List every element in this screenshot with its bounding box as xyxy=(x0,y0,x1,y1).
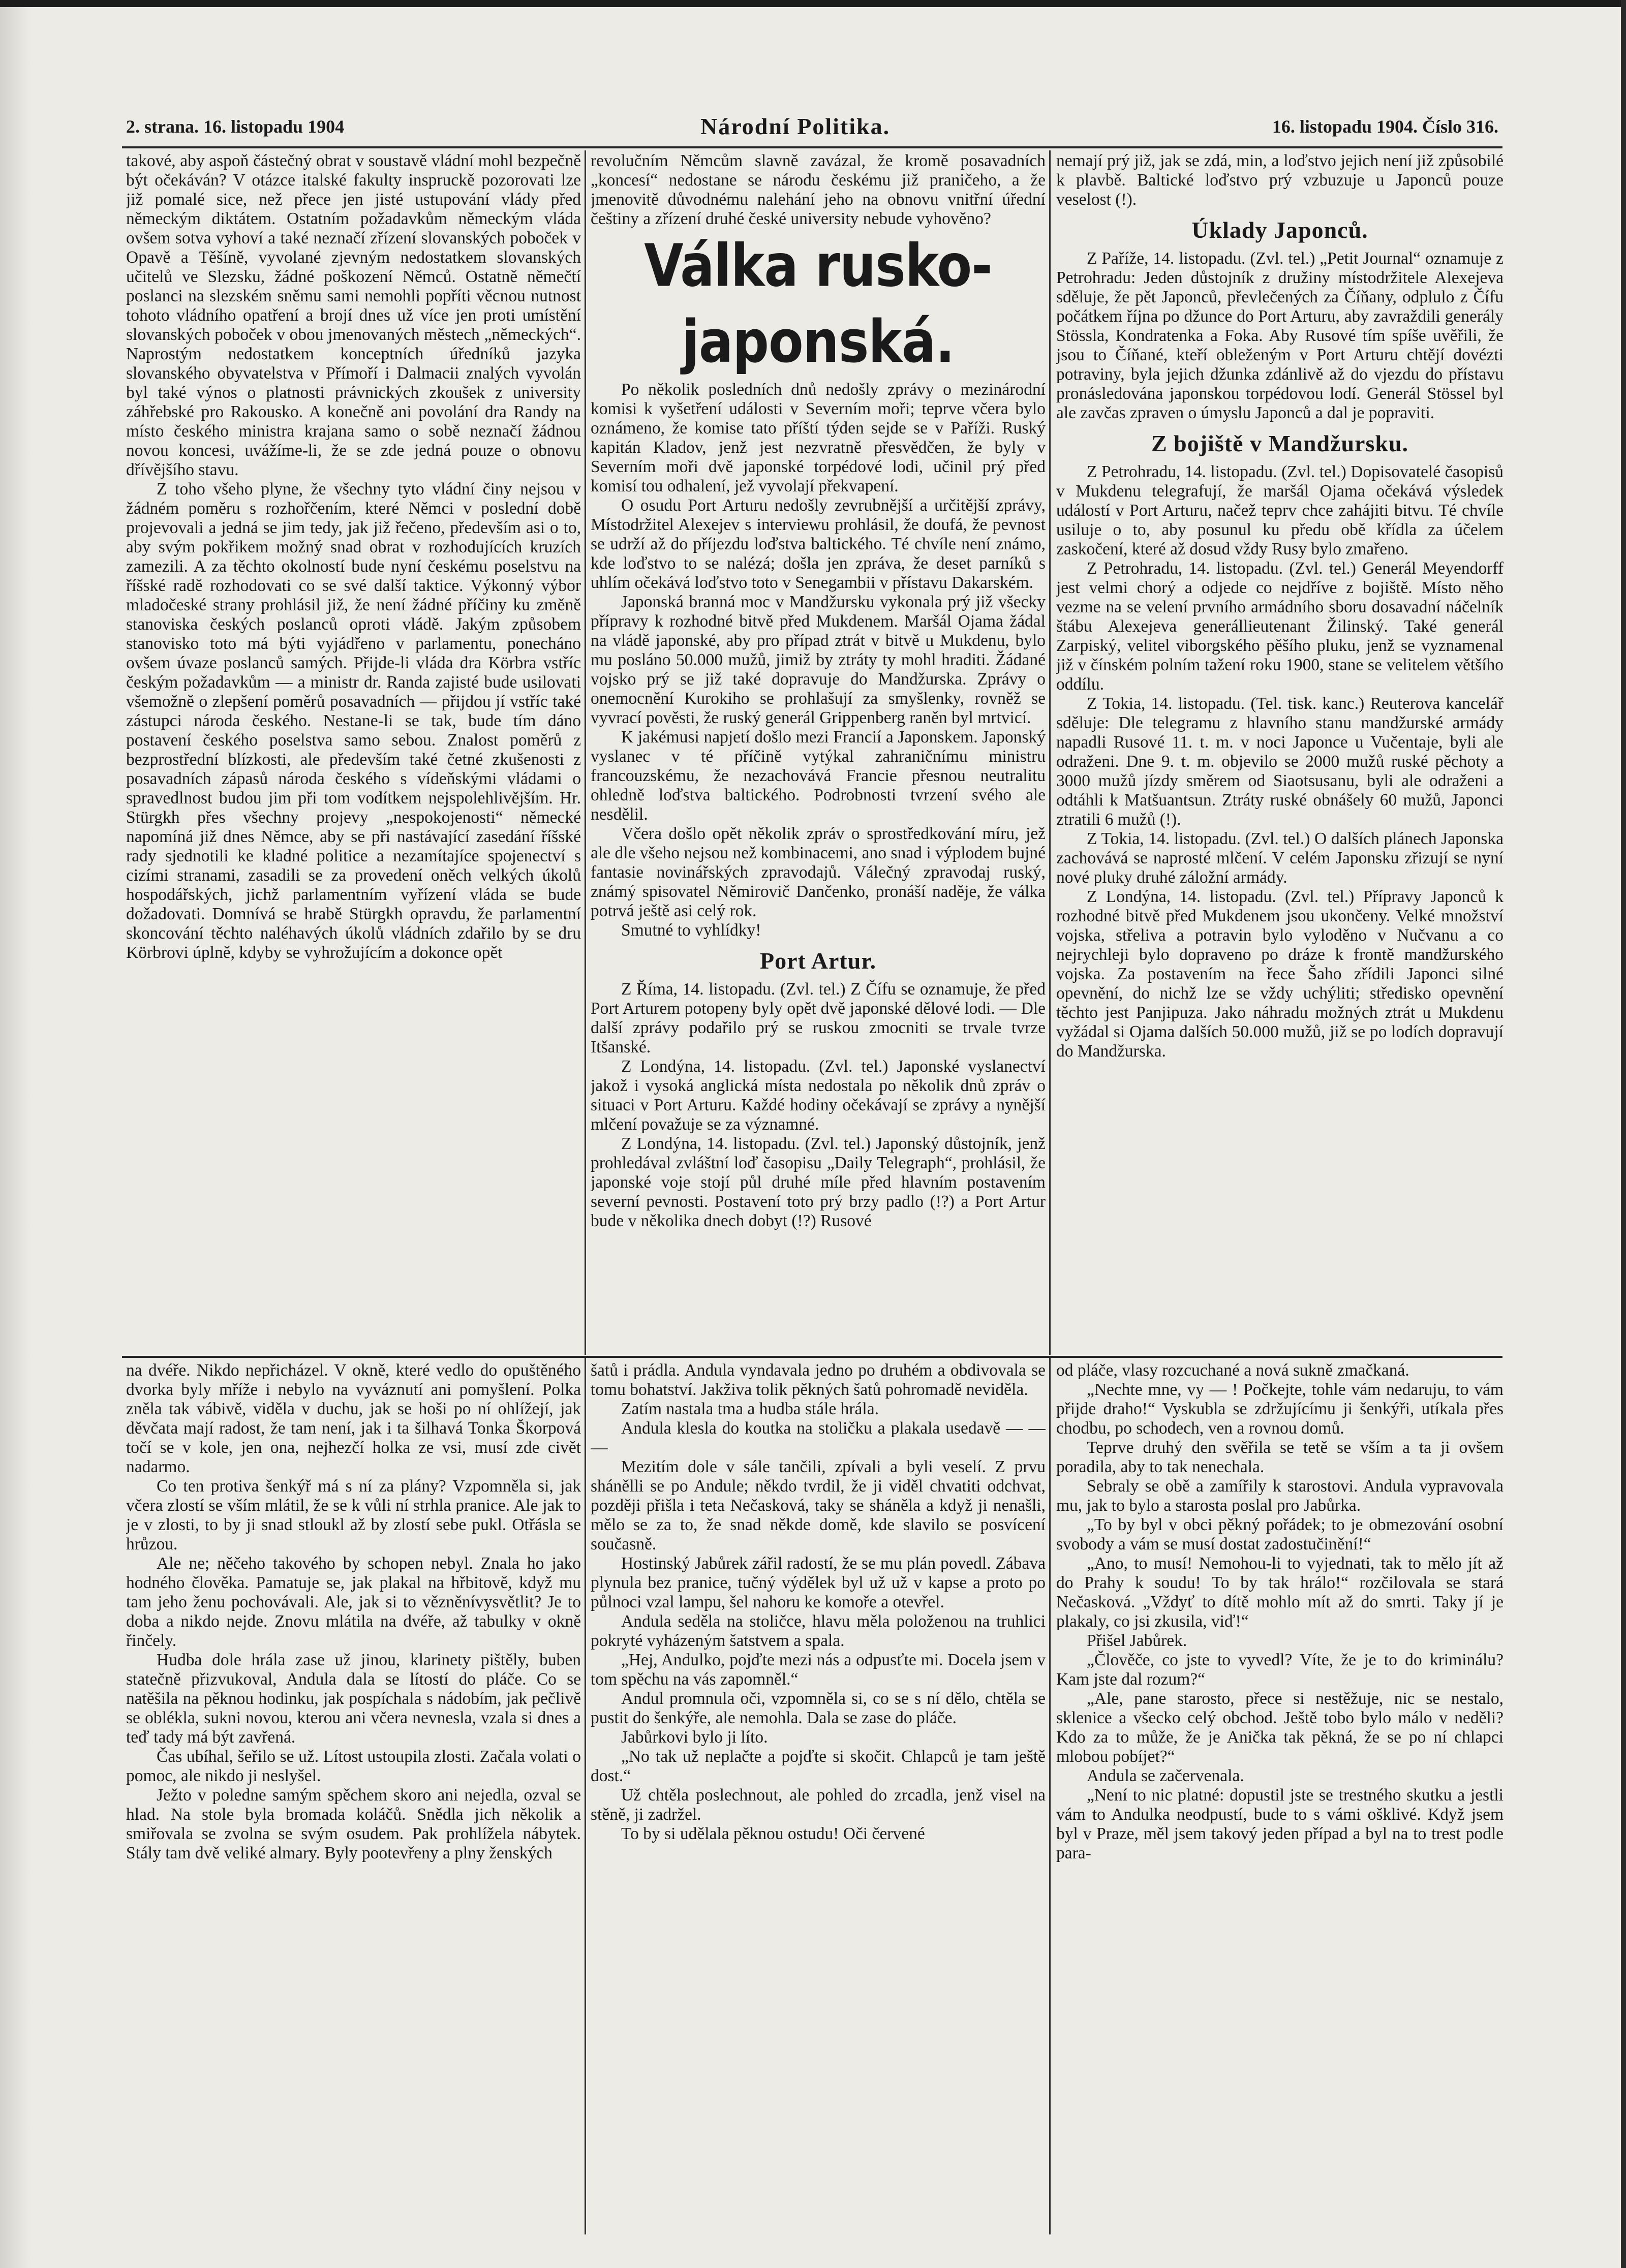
war-paragraph: Smutné to vyhlídky! xyxy=(621,921,761,940)
feuilleton-paragraph: „No tak už neplačte a pojďte si skočit. Chlapců je tam ještě dost.“ xyxy=(591,1747,1046,1785)
feuilleton-column-3 xyxy=(1056,1361,1504,2232)
feuilleton-paragraph: „Nechte mne, vy — ! Počkejte, tohle vám nedaruju, to vám přijde draho!“ Vyskubla se zdržujícímu ji šenkýři, utíkala přes chodbu, po schodech, ven a rovnou domů. xyxy=(1056,1380,1504,1438)
feuilleton-paragraph: „Není to nic platné: dopustil jste se trestného skutku a jestli vám to Andulka neodpustí, bude to s vámi ošklivé. Když jsem byl v Praze, měl jsem takový jeden případ a byl na to trest podle para- xyxy=(1056,1786,1504,1862)
feuilleton-paragraph: Čas ubíhal, šeřilo se už. Lítost ustoupila zlosti. Začala volati o pomoc, ale nikdo ji neslyšel. xyxy=(126,1747,581,1785)
port-artur-paragraph: Z Říma, 14. listopadu. (Zvl. tel.) Z Čífu se oznamuje, že před Port Arturem potopeny byly opět dvě japonské dělové lodi. — Dle další zprávy podařilo prý se ruskou zmocniti se trvale tvrze Itšanské. xyxy=(591,980,1046,1057)
war-section-title: Válka rusko-japonská. xyxy=(644,231,992,376)
feuilleton-paragraph: Co ten protiva šenkýř má s ní za plány? Vzpomněla si, jak včera zlostí se vším mlátil, že se k vůli ní strhla pranice. Ale jak to je v zlosti, to by ji snad stloukl až by zlostí sebe pukl. Otřásla se hrůzou. xyxy=(126,1477,581,1554)
page-header xyxy=(126,113,1498,143)
bojiste-paragraph: Z Londýna, 14. listopadu. (Zvl. tel.) Přípravy Japonců k rozhodné bitvě před Mukdenem jsou ukončeny. Velké množství vojska, střeliva a potravin bylo vyloděno v Nučvanu a co nejrychleji bylo dopraveno po dráze k frontě mandžurského vojska. Za postavením na řece Šaho zřídili Japonci silné opevnění, do nichž lze se vždy uchýliti; středisko opevnění těchto jest Panjipuza. Jako náhradu možných ztrát u Mukdenu vyžádal si Ojama dalších 50.000 mužů, již se po lodích dopravují do Mandžurska. xyxy=(1056,887,1504,1061)
feuilleton-paragraph: od pláče, vlasy rozcuchané a nová sukně zmačkaná. xyxy=(1056,1361,1409,1380)
port-artur-paragraph: Z Londýna, 14. listopadu. (Zvl. tel.) Japonské vyslanectví jakož i vysoká anglická místa nedostala po několik dnů zpráv o situaci v Port Arturu. Každé hodiny očekávají se zprávy a nynější mlčení považuje se za významné. xyxy=(591,1057,1046,1134)
column-3-war-news xyxy=(1056,151,1504,1351)
feuilleton-paragraph: Andula se začervenala. xyxy=(1087,1766,1244,1785)
article-paragraph: nemají prý již, jak se zdá, min, a loďstvo jejich není již způsobilé k plavbě. Baltické loďstvo prý vzbuzuje u Japonců pouze veselost (!). xyxy=(1056,151,1504,209)
masthead-title: Národní Politika. xyxy=(700,113,891,139)
feuilleton-rule xyxy=(122,1356,1502,1358)
column-rule xyxy=(585,150,586,1355)
feuilleton-paragraph: šatů i prádla. Andula vyndavala jedno po druhém a obdivovala se tomu bohatství. Jakživa tolik pěkných šatů pohromadě neviděla. xyxy=(591,1361,1046,1399)
feuilleton-paragraph: „Člověče, co jste to vyvedl? Víte, že je to do kriminálu? Kam jste dal rozum?“ xyxy=(1056,1651,1504,1689)
feuilleton-column-2 xyxy=(591,1361,1046,2232)
feuilleton-paragraph: Už chtěla poslechnout, ale pohled do zrcadla, jenž visel na stěně, ji zadržel. xyxy=(591,1786,1046,1824)
column-rule xyxy=(1049,150,1051,1355)
header-date-left: 2. strana. 16. listopadu 1904 xyxy=(126,116,345,137)
bojiste-paragraph: Z Petrohradu, 14. listopadu. (Zvl. tel.) Generál Meyendorff jest velmi chorý a odjede co nejdříve z bojiště. Místo něho vezme na se velení prvního armádního sboru dosavadní náčelník štábu Alexejeva generállieutenant Žilinský. Také generál Zarpiský, velitel viborgského pěšího pluku, jenž se vyznamenal již v čínském polním tažení roku 1900, stane se velitelem většího oddílu. xyxy=(1056,559,1504,694)
feuilleton-paragraph: „Ale, pane starosto, přece si nestěžuje, nic se nestalo, sklenice a všecko celý obchod. Ještě tobo bylo málo v neděli? Kdo za to může, že je Anička tak pěkná, že se po ní chlapci mlobou pobíjet?“ xyxy=(1056,1689,1504,1766)
war-paragraph: Včera došlo opět několik zpráv o sprostředkování míru, jež ale dle všeho nejsou než kombinacemi, ano snad i výplodem bujné fantasie novinářských zpravodajů. Válečný zpravodaj ruský, známý spisovatel Němirovič Dančenko, pronáší naděje, že válka potrvá ještě asi celý rok. xyxy=(591,824,1046,920)
war-paragraph: Po několik posledních dnů nedošly zprávy o mezinárodní komisi k vyšetření události v Severním moři; teprve včera bylo oznámeno, že komise tato příští týden sejde se v Paříži. Ruský kapitán Kladov, jenž jest nezvratně přesvědčen, že byly v Severním moři dvě japonské torpédové lodi, učinil prý před komisí tou odhalení, jež vyvolají překvapení. xyxy=(591,380,1046,495)
port-artur-heading: Port Artur. xyxy=(759,948,877,974)
bojiste-paragraph: Z Tokia, 14. listopadu. (Zvl. tel.) O dalších plánech Japonska zachovává se naprosté mlčení. V celém Japonsku zřizují se nyní nové pluky druhé záložní armády. xyxy=(1056,829,1504,887)
bojiste-heading: Z bojiště v Mandžursku. xyxy=(1151,430,1409,456)
feuilleton-paragraph: na dvéře. Nikdo nepřicházel. V okně, které vedlo do opuštěného dvorka byly mříže i nebylo na vyváznutí ani pomyšlení. Polka zněla tak vábivě, viděla v duchu, jak se hoši po ní ohlížejí, jak děvčata mají radost, že tam není, jak i ta šilhavá Tonka Škorpová točí se v kole, jen ona, nejhezčí holka ze vsi, musí zde civět nadarmo. xyxy=(126,1361,581,1476)
column-rule xyxy=(1049,1358,1051,2234)
scan-shadow xyxy=(0,0,30,2268)
port-artur-paragraph: Z Londýna, 14. listopadu. (Zvl. tel.) Japonský důstojník, jenž prohledával zvláštní loď časopisu „Daily Telegraph“, prohlásil, že japonské voje stojí půl druhé míle před hlavním postavením severní pevnosti. Postavení toto prý brzy padlo (!?) a Port Artur bude v několika dnech dobyt (!?) Rusové xyxy=(591,1134,1046,1230)
bojiste-paragraph: Z Tokia, 14. listopadu. (Tel. tisk. kanc.) Reuterova kancelář sděluje: Dle telegramu z hlavního stanu mandžurské armády napadli Rusové 11. t. m. v noci Japonce u Vučentaje, byli ale odraženi. Dne 9. t. m. objevilo se 2000 mužů ruské pěchoty a 3000 mužů jízdy směrem od Siaotsusanu, byli ale odraženi a odtáhli k Matšuantsun. Ztráty ruské obnášely 60 mužů, Japonci ztratili 6 mužů (!). xyxy=(1056,694,1504,829)
war-paragraph: O osudu Port Arturu nedošly zevrubnější a určitější zprávy, Místodržitel Alexejev s interviewu prohlásil, že doufá, že pevnost se udrží až do příjezdu loďstva baltického. Té chvíle není známo, kde loďstvo to se nalézá; došla jen zpráva, že deset parníků s uhlím očekává loďstvo toto v Senegambii v přístavu Dakarském. xyxy=(591,496,1046,592)
feuilleton-paragraph: Jabůrkovi bylo ji líto. xyxy=(621,1728,768,1747)
war-paragraph: Japonská branná moc v Mandžursku vykonala prý již všecky přípravy k rozhodné bitvě před Mukdenem. Maršál Ojama žádal na vládě japonské, aby pro případ ztrát v bitvě u Mukdenu, bylo mu posláno 50.000 mužů, jimiž by ztráty ty mohl hraditi. Žádané vojsko prý se již také dopravuje do Mandžurska. Zprávy o onemocnění Kurokiho se prohlašují za smyšlenky, rovněž se vyvrací pověsti, že ruský generál Grippenberg raněn byl mrtvicí. xyxy=(591,593,1046,727)
article-paragraph: Z toho všeho plyne, že všechny tyto vládní činy nejsou v žádném poměru s rozhořčením, které Němci v poslední době projevovali a jedná se jim tedy, jak již řečeno, především asi o to, aby svým pokřikem možný snad obrat v rozhodujících kruzích zamezili. A za těchto okolností bude nyní českému poselstvu na říšské radě rozhodovati co se své další taktice. Výkonný výbor mladočeské strany prohlásil již, že není žádné příčiny ku změně stanoviska českých poslanců oproti vládě. Jakým způsobem stanovisko toto má býti vyjádřeno v parlamentu, ponecháno ovšem úvaze poslanců samých. Přijde-li vláda dra Körbra vstříc českým požadavkům — a ministr dr. Randa zajisté bude usilovati všemožně o zlepšení poměrů posavadních — přijdou jí vstříc také zástupci národa českého. Nestane-li se tak, bude tím dáno postavení českého poselstva samo sebou. Znalost poměrů z bezprostřední blízkosti, ale především také četné zkušenosti z posavadních zápasů národa českého s vídeňskými vládami o spravedlnost budou jim při tom vodítkem nejspolehlivějším. Hr. Stürgkh přes všechny projevy „nespokojenosti“ německé napomíná již dnes Němce, aby se při nastávající zasedání říšské rady sjednotili ke kladné politice a nezamítajíce spojenectví s cizími stranami, zasadili se za provedení oněch velkých úkolů hospodářských, jichž parlamentním vyřízení vláda se bude dožadovati. Domnívá se hrabě Stürgkh opravdu, že parlamentní skoncování těchto naléhavých úkolů vládních zdařilo by se dru Körbrovi úplně, kdyby se vyhrožujícím a dokonce opět xyxy=(126,480,581,962)
feuilleton-paragraph: Přišel Jabůrek. xyxy=(1087,1631,1187,1650)
feuilleton-paragraph: Hudba dole hrála zase už jinou, klarinety pištěly, buben statečně přizvukoval, Andula dala se lítostí do pláče. Co se natěšila na pěknou hodinku, jak pospíchala s nádobím, jak pečlivě se oblékla, sukni novou, kterou ani včera nevnesla, vzala si dnes a teď tady má být zavřená. xyxy=(126,1651,581,1747)
feuilleton-paragraph: Ale ne; něčeho takového by schopen nebyl. Znala ho jako hodného člověka. Pamatuje se, jak plakal na hřbitově, když mu tam jeho ženu pochovávali. Ale, jak si to vězněnívysvětlit? Je to doba a nikdo nejde. Znovu mlátila na dvéře, až tabulky v okně řinčely. xyxy=(126,1554,581,1650)
uklady-paragraph: Z Paříže, 14. listopadu. (Zvl. tel.) „Petit Journal“ oznamuje z Petrohradu: Jeden důstojník z družiny místodržitele Alexejeva sděluje, že pět Japonců, převlečených za Číňany, odplulo z Čífu počátkem října po džunce do Port Arturu, aby zavraždili generály Stössla, Kondratenka a Foka. Aby Rusové tím spíše uvěřili, že jsou to Číňané, kteří obleženým v Port Arturu chtějí dovézti potraviny, byla jejich džunka zdánlivě až do vjezdu do přístavu pronásledována japonskou torpédovou lodí. Generál Stössel byl ale zavčas zpraven o úmyslu Japonců a dal je popraviti. xyxy=(1056,249,1504,422)
scan-edge-right xyxy=(1621,0,1626,2268)
feuilleton-paragraph: Ježto v poledne samým spěchem skoro ani nejedla, ozval se hlad. Na stole byla bromada koláčů. Snědla jich několik a smiřovala se zvolna se svým osudem. Pak prohlížela nábytek. Stály tam dvě veliké almary. Byly pootevřeny a plny ženských xyxy=(126,1786,581,1862)
feuilleton-paragraph: Hostinský Jabůrek zářil radostí, že se mu plán povedl. Zábava plynula bez pranice, tučný výdělek byl už už v kapse a proto po půlnoci vzal lampu, šel nahoru ke komoře a otevřel. xyxy=(591,1554,1046,1611)
feuilleton-paragraph: Sebraly se obě a zamířily k starostovi. Andula vypravovala mu, jak to bylo a starosta poslal pro Jabůrka. xyxy=(1056,1477,1504,1515)
header-issue-number: 16. listopadu 1904. Číslo 316. xyxy=(1272,116,1498,137)
feuilleton-paragraph: „Hej, Andulko, pojďte mezi nás a odpusťte mi. Docela jsem v tom spěchu na vás zapomněl.“ xyxy=(591,1651,1046,1689)
bojiste-paragraph: Z Petrohradu, 14. listopadu. (Zvl. tel.) Dopisovatelé časopisů v Mukdenu telegrafují, že maršál Ojama očekává výsledek událostí v Port Arturu, načež teprv chce zahájiti bitvu. Té chvíle usiluje o to, aby posunul ku předu obě křídla za účelem zaskočení, které až dosud vždy Rusy bylo zmařeno. xyxy=(1056,462,1504,558)
scan-edge-top xyxy=(0,0,1626,7)
article-paragraph: takové, aby aspoň částečný obrat v soustavě vládní mohl bezpečně být očekáván? V otázce italské fakulty inspruckě pozorovati lze již pomalé sice, než přece jen jisté ustupování vlády před německým diktátem. Ostatním požadavkům německým vláda ovšem sotva vyhoví a také neznačí zřízení slovanských poboček v Opavě a Těšíně, vyvolané zjevným nedostatkem slovanských učitelů ve Slezsku, žádné poškození Němců. Ostatně němečtí poslanci na slezském sněmu sami nemohli popříti věcnou nutnost tohoto vládního opatření a brojí dnes už více jen proti umístění slovanských poboček v obou jmenovaných městech „německých“. Naprostým nedostatkem konceptních úředníků jazyka slovanského obyvatelstva v Přímoří i Dalmacii znalých vyvolán byl také výnos o platnosti právnických zkoušek z university záhřebské pro Rakousko. A konečně ani povolání dra Randy na místo českého ministra krajana samo o sobě neznačí žádnou novou koncesi, uvážíme-li, že se zde jedná pouze o obnovu dřívějšího stavu. xyxy=(126,151,581,479)
feuilleton-paragraph: Mezitím dole v sále tančili, zpívali a byli veselí. Z prvu shánělli se po Andule; někdo tvrdil, že ji viděl chvatiti odchvat, později přišla i teta Nečasková, taky se sháněla a když ji nenašli, mělo se za to, že snad někde domě, kde slavilo se posvícení současně. xyxy=(591,1457,1046,1554)
war-paragraph: K jakémusi napjetí došlo mezi Francií a Japonskem. Japonský vyslanec v té příčině vytýkal zahraničnímu ministru francouzskému, že nezachovává Francie přesnou neutralitu ohledně loďstva baltického. Podrobnosti tvrzení svého ale nesdělil. xyxy=(591,728,1046,824)
feuilleton-paragraph: Andul promnula oči, vzpomněla si, co se s ní dělo, chtěla se pustit do šenkýře, ale nemohla. Dala se zase do pláče. xyxy=(591,1689,1046,1727)
article-paragraph: revolučním Němcům slavně zavázal, že kromě posavadních „koncesí“ nedostane se národu českému již praničeho, a že jmenovitě důvodnému nalehání jeho na obnovu vnitřní úřední češtiny a zřízení druhé české university nebude vyhověno? xyxy=(591,151,1046,228)
feuilleton-paragraph: To by si udělala pěknou ostudu! Oči červené xyxy=(621,1824,925,1843)
feuilleton-paragraph: Andula klesla do koutka na stoličku a plakala usedavě — — — xyxy=(591,1419,1046,1457)
column-rule xyxy=(585,1358,586,2234)
feuilleton-column-1 xyxy=(126,1361,581,2232)
column-1-editorial xyxy=(126,151,581,1351)
feuilleton-paragraph: Teprve druhý den svěřila se tetě se vším a ta ji ovšem poradila, aby to tak nenechala. xyxy=(1056,1438,1504,1476)
feuilleton-paragraph: „Ano, to musí! Nemohou-li to vyjednati, tak to mělo jít až do Prahy k soudu! To by tak hrálo!“ rozčilovala se stará Nečasková. „Vždyť to dítě mohlo mít až do smrti. Taky jí je plakaly, co jsi zkusila, viď!“ xyxy=(1056,1554,1504,1631)
uklady-heading: Úklady Japonců. xyxy=(1191,217,1368,243)
header-rule xyxy=(122,146,1502,148)
feuilleton-paragraph: Andula seděla na stoličce, hlavu měla položenou na truhlici pokryté vyházeným šatstvem a spala. xyxy=(591,1612,1046,1650)
feuilleton-paragraph: „To by byl v obci pěkný pořádek; to je obmezování osobní svobody a vám se musí dostat zadostučinění!“ xyxy=(1056,1515,1504,1554)
column-2-war-news xyxy=(591,151,1046,1351)
feuilleton-paragraph: Zatím nastala tma a hudba stále hrála. xyxy=(621,1400,879,1418)
